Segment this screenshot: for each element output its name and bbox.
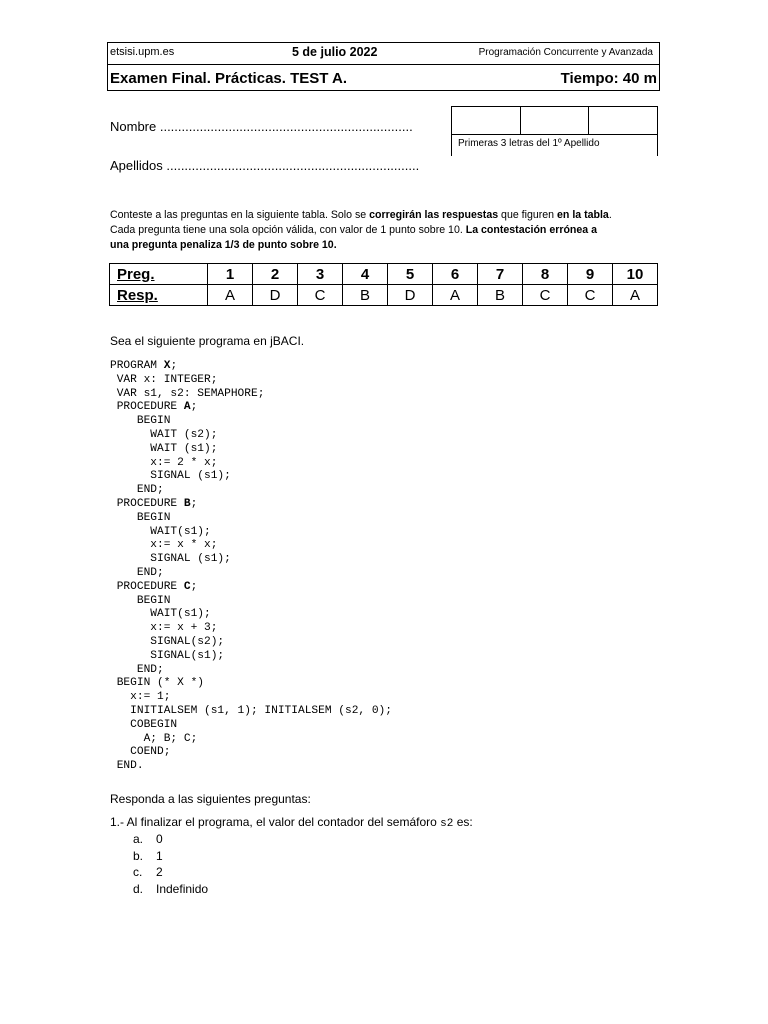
code-line: [110, 677, 392, 691]
code-line: [110, 526, 392, 540]
code-text: ;: [190, 497, 198, 510]
nombre-field[interactable]: Nombre ......................................................................: [110, 119, 413, 134]
code-line: [110, 733, 392, 747]
option-item: [133, 881, 208, 898]
instr-bold: La contestación errónea a: [465, 224, 598, 236]
instr-bold: una pregunta penaliza 1/3 de punto sobre 10.: [110, 239, 337, 251]
code-line: [110, 650, 392, 664]
instructions: [110, 208, 660, 253]
answer-table: [109, 263, 658, 306]
code-identifier: X: [163, 360, 171, 372]
instr-bold: en la tabla: [557, 209, 609, 221]
question-number-cell: 8: [523, 264, 568, 285]
exam-date: 5 de julio 2022: [292, 45, 378, 59]
code-line: [110, 484, 392, 498]
code-line: [110, 636, 392, 650]
answer-cell[interactable]: C: [298, 285, 343, 306]
question-number-cell: 10: [613, 264, 658, 285]
option-item: [133, 831, 208, 848]
question-1-options: [133, 831, 208, 897]
code-line: [110, 443, 392, 457]
instr-text: Conteste a las preguntas en la siguiente tabla. Solo se: [110, 209, 370, 221]
code-line: [110, 691, 392, 705]
question-number-cell: 3: [298, 264, 343, 285]
surname-letters-box: [451, 106, 658, 156]
instructions-line-1: [110, 208, 660, 223]
code-line: [110, 567, 392, 581]
code-line: [110, 360, 392, 374]
code-text: x:= x * x;: [110, 539, 218, 552]
surname-letter-cells: [451, 106, 658, 135]
answer-cell[interactable]: B: [478, 285, 523, 306]
code-line: [110, 595, 392, 609]
question-number-cell: 7: [478, 264, 523, 285]
surname-letter-cell-2[interactable]: [521, 107, 590, 134]
option-text: 1: [156, 848, 163, 863]
code-line: [110, 374, 392, 388]
code-text: PROGRAM: [110, 360, 164, 372]
instr-text: .: [608, 209, 612, 221]
exam-time: Tiempo: 40 m: [560, 70, 657, 87]
code-line: [110, 746, 392, 760]
question-number-cell: 1: [208, 264, 253, 285]
question-number-row: [110, 264, 658, 285]
question-1-text-end: es:: [453, 815, 473, 829]
option-label: c.: [133, 865, 143, 879]
resp-label: Resp.: [110, 285, 208, 306]
code-text: x:= x + 3;: [110, 622, 218, 635]
code-identifier: C: [183, 580, 191, 593]
code-text: WAIT(s1);: [110, 525, 211, 538]
instructions-line-3: [110, 238, 660, 253]
code-identifier: B: [183, 497, 191, 510]
code-line: [110, 581, 392, 595]
option-label: b.: [133, 848, 144, 863]
code-line: [110, 512, 392, 526]
code-text: ;: [190, 401, 198, 414]
question-number-cell: 9: [568, 264, 613, 285]
code-text: VAR s1, s2: SEMAPHORE;: [110, 387, 265, 400]
answer-cell[interactable]: A: [208, 285, 253, 306]
surname-letters-caption: Primeras 3 letras del 1º Apellido: [451, 135, 658, 156]
apellidos-field[interactable]: Apellidos ......................................................................: [110, 158, 420, 173]
code-text: WAIT (s2);: [110, 428, 218, 441]
surname-letter-cell-3[interactable]: [589, 107, 657, 134]
option-label: a.: [133, 832, 144, 846]
code-text: SIGNAL(s2);: [110, 635, 225, 648]
instr-text: que figuren: [498, 209, 558, 221]
code-text: PROCEDURE: [110, 580, 184, 593]
code-line: [110, 539, 392, 553]
code-text: SIGNAL (s1);: [110, 470, 231, 483]
site-name: etsisi.upm.es: [110, 46, 175, 58]
code-text: ;: [190, 580, 198, 593]
code-line: [110, 470, 392, 484]
code-text: END;: [110, 484, 164, 497]
option-text: 2: [156, 865, 163, 879]
code-text: END;: [110, 566, 164, 579]
code-line: [110, 664, 392, 678]
answer-cell[interactable]: B: [343, 285, 388, 306]
code-line: [110, 415, 392, 429]
code-line: [110, 401, 392, 415]
answer-cell[interactable]: A: [433, 285, 478, 306]
code-text: COEND;: [110, 746, 171, 759]
code-text: x:= 1;: [110, 691, 171, 704]
code-line: [110, 498, 392, 512]
question-1-text: 1.- Al finalizar el programa, el valor del contador del semáforo: [110, 815, 441, 829]
answer-cell[interactable]: A: [613, 285, 658, 306]
instructions-line-2: [110, 223, 660, 238]
code-text: END;: [110, 663, 164, 676]
course-name: Programación Concurrente y Avanzada: [478, 47, 653, 58]
code-line: [110, 705, 392, 719]
option-item: [133, 848, 208, 865]
code-text: BEGIN: [110, 415, 171, 428]
answer-row: [110, 285, 658, 306]
question-1-code: s2: [440, 818, 454, 830]
code-text: PROCEDURE: [110, 497, 184, 510]
answer-cell[interactable]: D: [388, 285, 433, 306]
code-text: VAR x: INTEGER;: [110, 373, 218, 386]
code-line: [110, 760, 392, 774]
instr-text: Cada pregunta tiene una sola opción válida, con valor de 1 punto sobre 10.: [110, 224, 466, 236]
answer-cell[interactable]: D: [253, 285, 298, 306]
code-text: PROCEDURE: [110, 401, 184, 414]
code-text: COBEGIN: [110, 718, 178, 731]
question-number-cell: 2: [253, 264, 298, 285]
code-text: END.: [110, 760, 144, 773]
option-item: [133, 864, 208, 881]
code-block: [110, 360, 392, 774]
option-label: d.: [133, 881, 144, 896]
code-text: x:= 2 * x;: [110, 456, 218, 469]
option-text: 0: [156, 832, 163, 846]
code-text: WAIT(s1);: [110, 608, 211, 621]
code-text: SIGNAL (s1);: [110, 553, 231, 566]
answer-cell[interactable]: C: [568, 285, 613, 306]
code-text: ;: [170, 360, 178, 372]
code-line: [110, 553, 392, 567]
question-number-cell: 4: [343, 264, 388, 285]
exam-title: Examen Final. Prácticas. TEST A.: [110, 70, 348, 87]
code-line: [110, 719, 392, 733]
program-intro: Sea el siguiente programa en jBACI.: [110, 334, 305, 348]
code-text: BEGIN: [110, 511, 171, 524]
code-line: [110, 622, 392, 636]
instr-bold: corregirán las respuestas: [369, 209, 499, 221]
code-identifier: A: [183, 401, 191, 414]
code-text: BEGIN (* X *): [110, 677, 204, 690]
code-text: WAIT (s1);: [110, 442, 218, 455]
answer-cell[interactable]: C: [523, 285, 568, 306]
exam-header: [107, 42, 660, 91]
code-line: [110, 608, 392, 622]
header-top-row: [108, 43, 659, 65]
code-line: [110, 429, 392, 443]
code-text: A; B; C;: [110, 732, 198, 745]
option-text: Indefinido: [156, 881, 209, 896]
question-1: [110, 815, 473, 830]
questions-heading: Responda a las siguientes preguntas:: [110, 792, 311, 806]
code-text: SIGNAL(s1);: [110, 649, 225, 662]
preg-label: Preg.: [110, 264, 208, 285]
code-line: [110, 388, 392, 402]
surname-letter-cell-1[interactable]: [452, 107, 521, 134]
question-number-cell: 6: [433, 264, 478, 285]
question-number-cell: 5: [388, 264, 433, 285]
code-line: [110, 457, 392, 471]
code-text: INITIALSEM (s1, 1); INITIALSEM (s2, 0);: [110, 704, 392, 717]
code-text: BEGIN: [110, 594, 171, 607]
